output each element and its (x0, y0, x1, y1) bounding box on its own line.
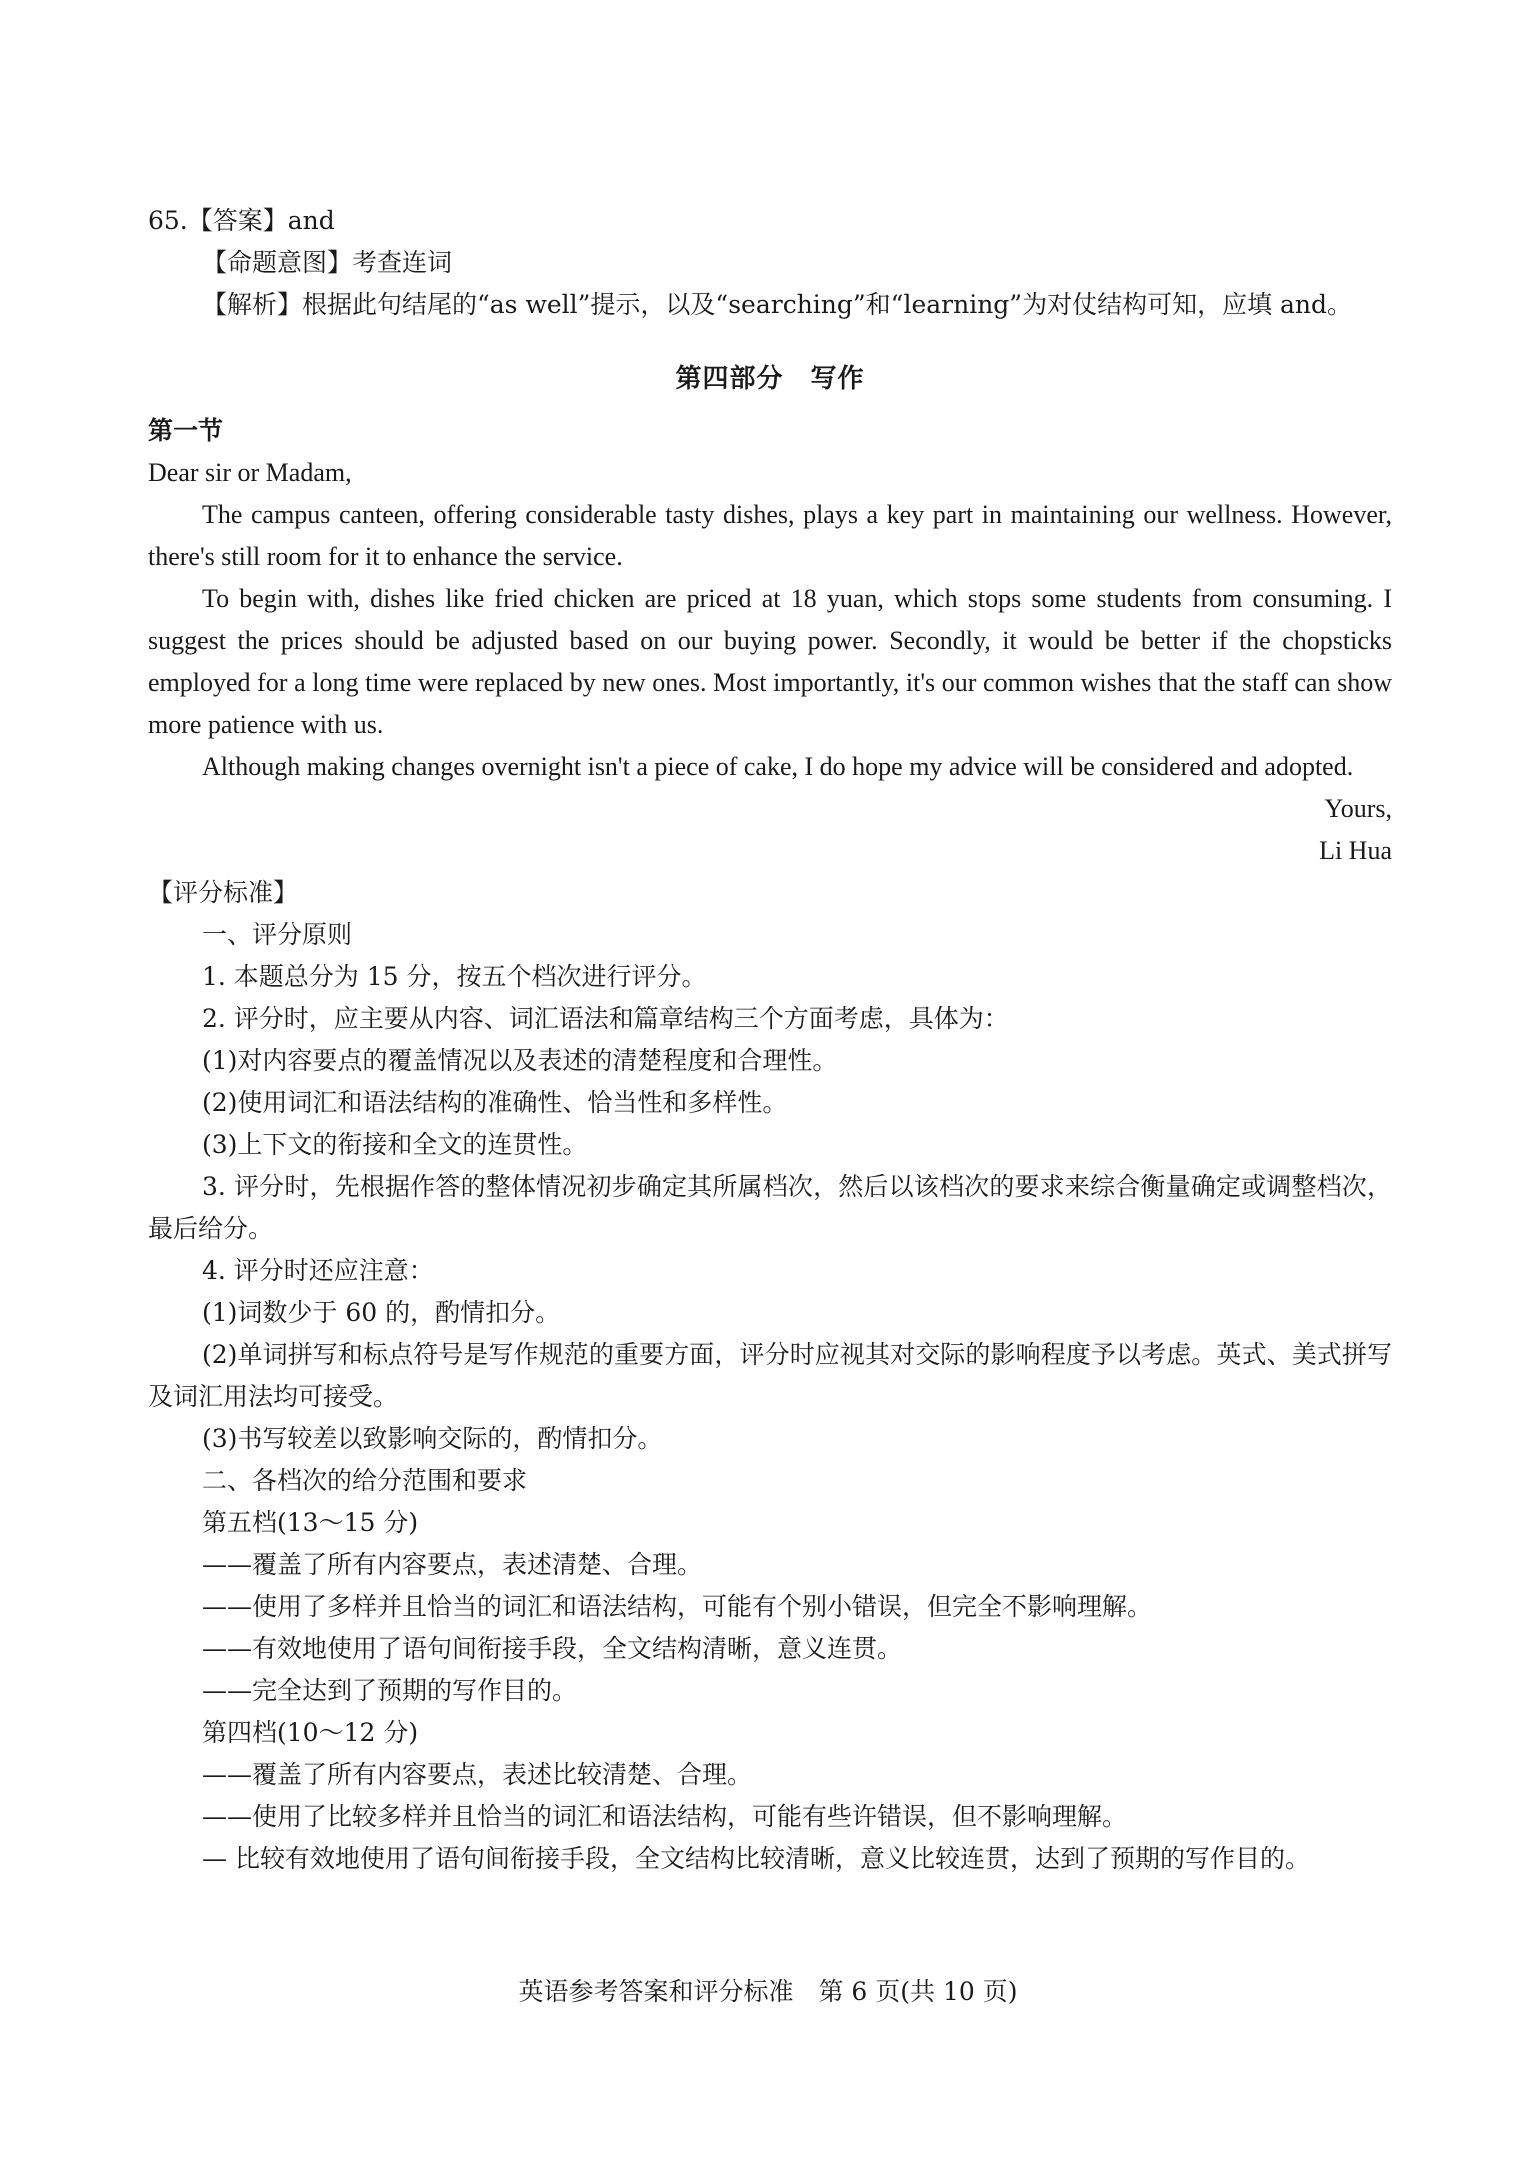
q65-answer: 65.【答案】and (148, 206, 335, 235)
principle-4-item-1: (1)词数少于 60 的，酌情扣分。 (202, 1298, 561, 1327)
letter-closing: Yours, (1324, 794, 1392, 823)
principle-2-item-1: (1)对内容要点的覆盖情况以及表述的清楚程度和合理性。 (202, 1046, 838, 1075)
section1-heading: 第一节 (148, 416, 224, 445)
q65-intent: 【命题意图】考查连词 (202, 248, 453, 277)
q65-analysis: 【解析】根据此句结尾的“as well”提示，以及“searching”和“learning”为对仗结构可知，应填 and。 (202, 290, 1353, 319)
scoring-header: 【评分标准】 (148, 878, 299, 907)
letter-signature: Li Hua (1319, 836, 1392, 865)
principle-2: 2. 评分时，应主要从内容、词汇语法和篇章结构三个方面考虑，具体为： (202, 1004, 1009, 1033)
principle-2-item-2: (2)使用词汇和语法结构的准确性、恰当性和多样性。 (202, 1088, 788, 1117)
level5-item: ——完全达到了预期的写作目的。 (202, 1676, 578, 1705)
level4-item: — 比较有效地使用了语句间衔接手段，全文结构比较清晰，意义比较连贯，达到了预期的写作目的。 (202, 1844, 1310, 1873)
principle-4: 4. 评分时还应注意： (202, 1256, 434, 1285)
level5-title: 第五档(13～15 分) (202, 1508, 419, 1537)
principle-3: 3. 评分时，先根据作答的整体情况初步确定其所属档次，然后以该档次的要求来综合衡量确定或调整档次，最后给分。 (148, 1172, 1392, 1243)
level4-item: ——使用了比较多样并且恰当的词汇和语法结构，可能有些许错误，但不影响理解。 (202, 1802, 1128, 1831)
principle-1: 1. 本题总分为 15 分，按五个档次进行评分。 (202, 962, 707, 991)
page-content (148, 200, 1392, 1880)
page-footer: 英语参考答案和评分标准 第 6 页(共 10 页) (518, 1977, 1018, 2006)
principle-4-item-3: (3)书写较差以致影响交际的，酌情扣分。 (202, 1424, 663, 1453)
letter-paragraph-2: To begin with, dishes like fried chicken are priced at 18 yuan, which stops some students from consuming. I suggest the prices should be adjusted based on our buying power. Secondly, it would be better if the chopsticks employed for a long time were replaced by new ones. Most importantly, it's our common wishes that the staff can show more patience with us. (148, 584, 1392, 739)
letter-paragraph-3: Although making changes overnight isn't a piece of cake, I do hope my advice will be considered and adopted. (202, 752, 1354, 781)
level5-item: ——覆盖了所有内容要点，表述清楚、合理。 (202, 1550, 703, 1579)
level4-title: 第四档(10～12 分) (202, 1718, 419, 1747)
levels-title: 二、各档次的给分范围和要求 (202, 1466, 528, 1495)
level4-item: ——覆盖了所有内容要点，表述比较清楚、合理。 (202, 1760, 753, 1789)
level5-item: ——使用了多样并且恰当的词汇和语法结构，可能有个别小错误，但完全不影响理解。 (202, 1592, 1153, 1621)
principles-title: 一、评分原则 (202, 920, 353, 949)
level5-item: ——有效地使用了语句间衔接手段，全文结构清晰，意义连贯。 (202, 1634, 903, 1663)
principle-4-item-2: (2)单词拼写和标点符号是写作规范的重要方面，评分时应视其对交际的影响程度予以考虑。英式、美式拼写及词汇用法均可接受。 (148, 1340, 1392, 1411)
part4-title: 第四部分 写作 (675, 364, 865, 394)
principle-2-item-3: (3)上下文的衔接和全文的连贯性。 (202, 1130, 588, 1159)
letter-paragraph-1: The campus canteen, offering considerable tasty dishes, plays a key part in maintaining our wellness. However, there's still room for it to enhance the service. (148, 500, 1392, 571)
letter-greeting: Dear sir or Madam, (148, 458, 352, 487)
